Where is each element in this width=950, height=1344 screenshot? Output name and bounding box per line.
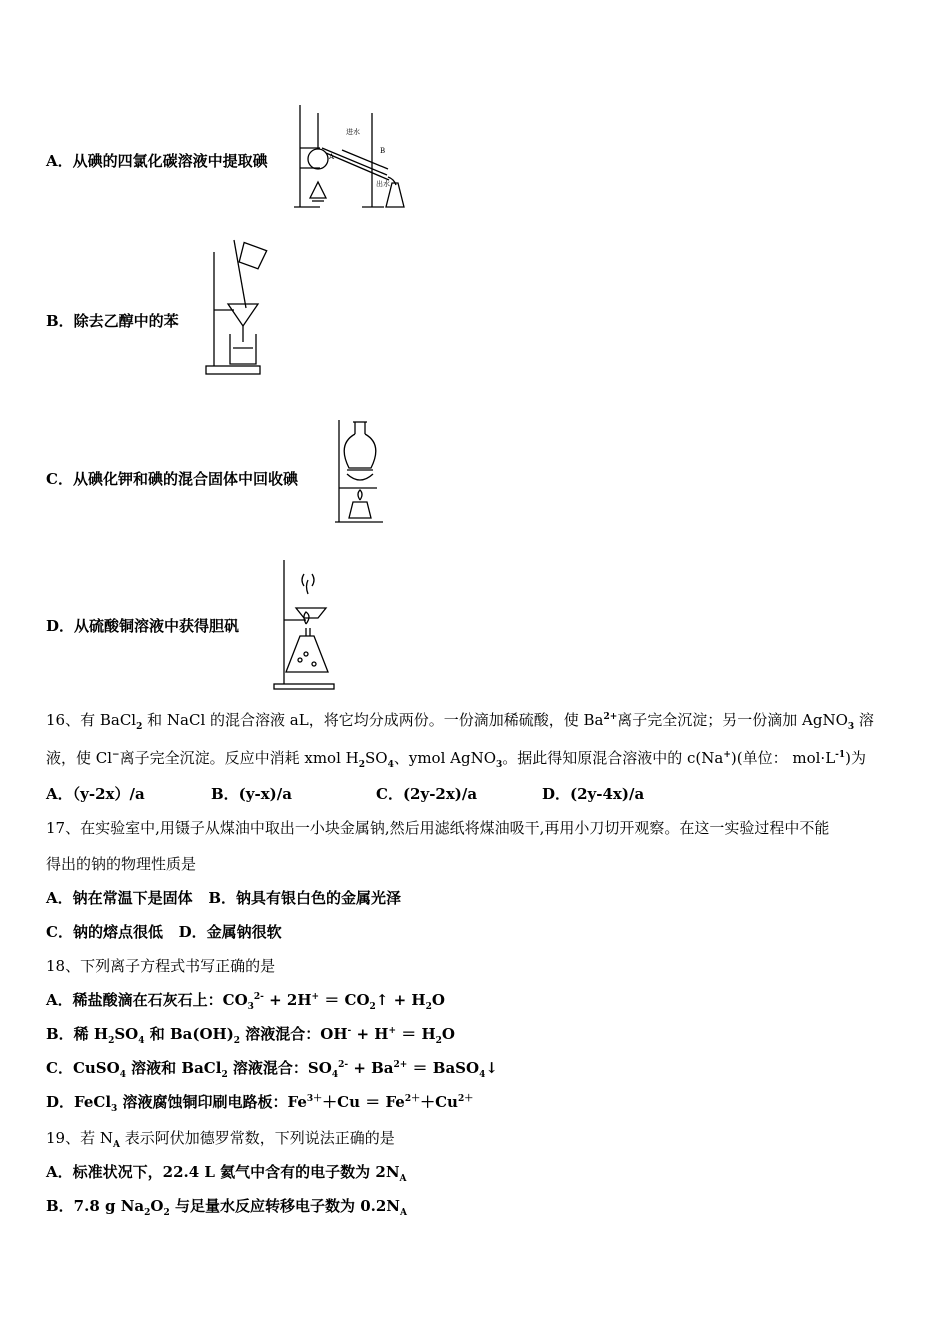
option-b-text: B．除去乙醇中的苯 bbox=[46, 312, 179, 330]
q19-option-a: A．标准状况下，22.4 L 氦气中含有的电子数为 $2N_A$ bbox=[46, 1163, 407, 1184]
q17-option-c: C．钠的熔点很低 bbox=[46, 923, 163, 941]
q16-stem-line1: 16、有 BaCl$_2$ 和 NaCl 的混合溶液 aL，将它均分成两份。一份滴加稀硫酸，使 $Ba^{2+}$离子完全沉淀；另一份滴加 AgNO$_3$ 溶 bbox=[46, 711, 874, 732]
q18-option-a: A．稀盐酸滴在石灰石上：$CO_3^{2-} + 2H^+$ ＝ $CO_2↑ + H_2O$ bbox=[46, 991, 445, 1012]
option-d-text: D．从硫酸铜溶液中获得胆矾 bbox=[46, 617, 240, 635]
q19-stem: 19、若 $N_A$ 表示阿伏加德罗常数，下列说法正确的是 bbox=[46, 1129, 395, 1150]
q18-option-b: B．稀 $H_2SO_4$ 和 $Ba(OH)_2$ 溶液混合：$OH^- + H^+ = H_2O$ bbox=[46, 1025, 455, 1046]
q18-option-d: D．FeCl$_3$ 溶液腐蚀铜印刷电路板：$Fe^{3+}+Cu = Fe^{2+}+Cu^{2+}$ bbox=[46, 1093, 474, 1114]
q16-option-b: B．(y-x)/a bbox=[211, 785, 292, 803]
q18-option-c: C．CuSO$_4$ 溶液和 BaCl$_2$ 溶液混合：$SO_4^{2-} + Ba^{2+}$ ＝ BaSO$_4$↓ bbox=[46, 1059, 498, 1080]
q17-option-a: A．钠在常温下是固体 bbox=[46, 889, 193, 907]
option-a-text: A．从碘的四氯化碳溶液中提取碘 bbox=[46, 152, 268, 170]
q17-stem-line1: 17、在实验室中,用镊子从煤油中取出一小块金属钠,然后用滤纸将煤油吸干,再用小刀切开观察。在这一实验过程中不能 bbox=[46, 819, 830, 837]
q16-stem-line2: 液，使 Cl−离子完全沉淀。反应中消耗 xmol $H_2SO_4$、ymol AgNO$_3$。据此得知原混合溶液中的 c(Na+)(单位： $mol\cdot L^{-1}$)为 bbox=[46, 749, 867, 770]
evaporation-apparatus-figure bbox=[270, 556, 340, 691]
distillation-apparatus-figure bbox=[292, 103, 417, 213]
option-c-text: C．从碘化钾和碘的混合固体中回收碘 bbox=[46, 470, 298, 488]
q18-stem: 18、下列离子方程式书写正确的是 bbox=[46, 957, 276, 975]
figure-label-b: B bbox=[380, 147, 386, 155]
sublimation-apparatus-figure bbox=[333, 418, 387, 526]
q16-option-c: C．(2y-2x)/a bbox=[376, 785, 478, 803]
q17-options-ab bbox=[46, 888, 401, 908]
q19-option-b: B．7.8 g $Na_2O_2$ 与足量水反应转移电子数为 $0.2N_A$ bbox=[46, 1197, 407, 1218]
water-in-label: 进水 bbox=[346, 128, 360, 136]
q16-option-a: A．（y-2x）/a bbox=[46, 785, 145, 803]
q17-option-d: D．金属钠很软 bbox=[178, 923, 282, 941]
figure-label-a: A bbox=[329, 153, 335, 161]
q17-option-b: B．钠具有银白色的金属光泽 bbox=[208, 889, 401, 907]
water-out-label: 出水 bbox=[376, 180, 390, 188]
q17-options-cd bbox=[46, 922, 282, 942]
filtration-apparatus-figure bbox=[200, 238, 272, 380]
q17-stem-line2: 得出的钠的物理性质是 bbox=[46, 855, 197, 873]
q16-option-d: D．(2y-4x)/a bbox=[542, 785, 645, 803]
q16-options bbox=[46, 784, 644, 804]
